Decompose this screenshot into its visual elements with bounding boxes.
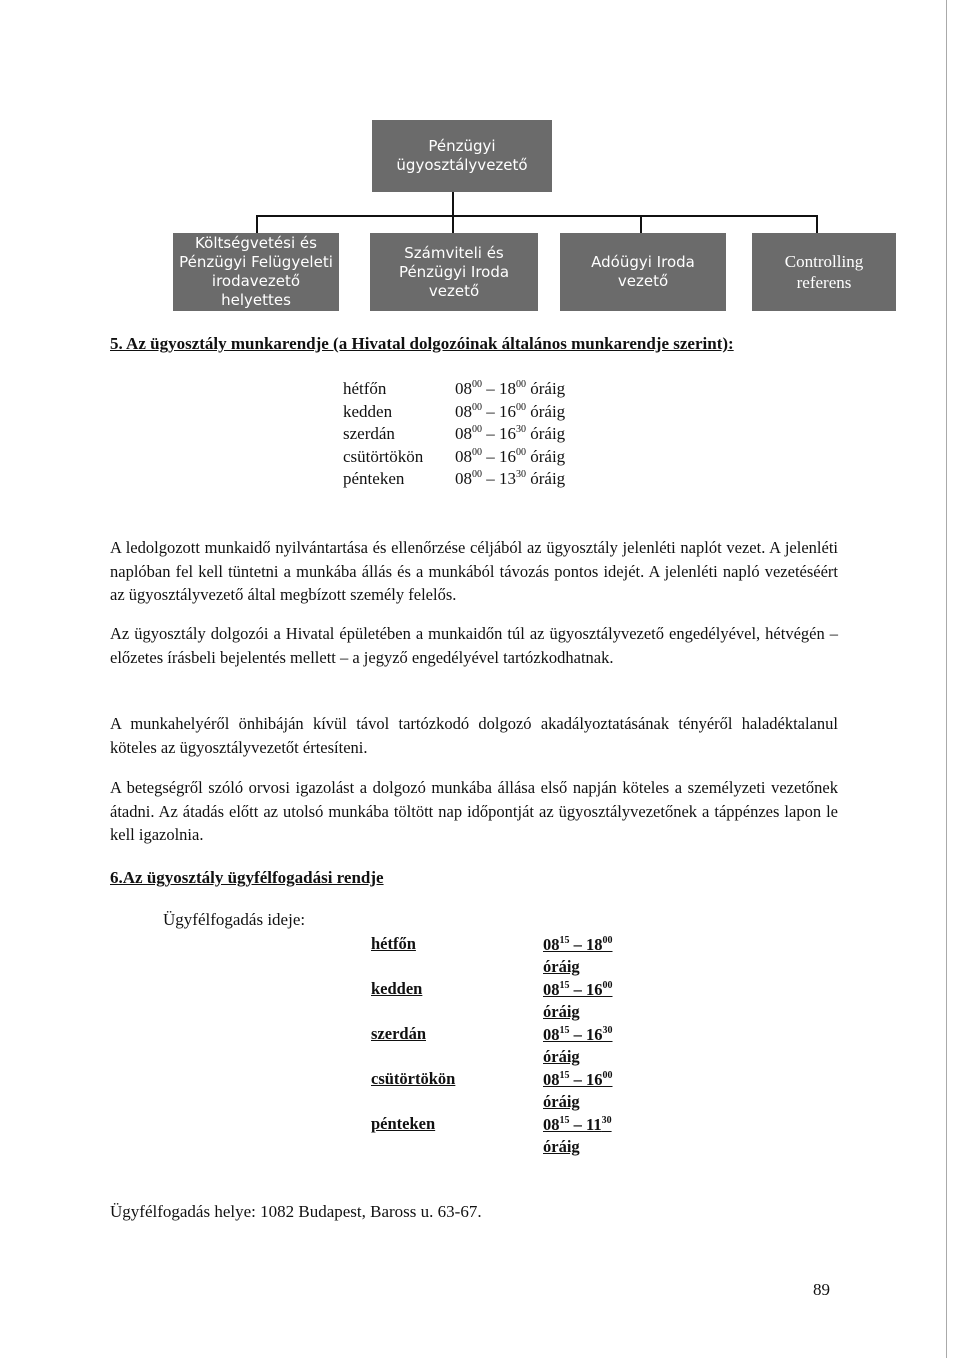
org-connector-drop-2 (452, 215, 454, 233)
org-box-accounting: Számviteli és Pénzügyi Iroda vezető (370, 233, 538, 311)
org-connector-vertical (452, 192, 454, 216)
work-hours: $08^{00} - 13^{30}$ óráig (455, 469, 566, 488)
work-schedule (343, 378, 565, 491)
org-box-top: Pénzügyi ügyosztályvezető (372, 120, 552, 192)
scan-margin-line (946, 0, 947, 1358)
section-5-heading: 5. Az ügyosztály munkarendje (a Hivatal dolgozóinak általános munkarendje szerint): (110, 334, 734, 353)
work-day: csütörtökön (343, 446, 424, 466)
page-number: 89 (813, 1280, 830, 1299)
work-schedule-row (343, 446, 565, 469)
client-location: Ügyfélfogadás helye: 1082 Budapest, Baross u. 63-67. (110, 1202, 482, 1221)
work-schedule-row (343, 401, 565, 424)
work-day: pénteken (343, 469, 405, 488)
section-6-heading: 6.Az ügyosztály ügyfélfogadási rendje (110, 868, 384, 887)
org-box-controlling: Controlling referens (752, 233, 896, 311)
client-hours-label: Ügyfélfogadás ideje: (163, 910, 306, 929)
work-day: szerdán (343, 424, 395, 443)
org-box-budget-deputy: Költségvetési és Pénzügyi Felügyeleti irodavezető helyettes (173, 233, 339, 311)
client-hours: $08^{15} - 18^{00}$ óráig (543, 935, 613, 976)
work-schedule-row (343, 423, 565, 446)
work-hours: $08^{00} - 16^{00}$ óráig (455, 446, 566, 466)
org-connector-drop-3 (640, 215, 642, 233)
org-box-tax-office: Adóügyi Iroda vezető (560, 233, 726, 311)
client-hours: $08^{15} - 16^{00}$ óráig (543, 1070, 613, 1111)
work-day: kedden (343, 401, 393, 421)
org-connector-drop-4 (816, 215, 818, 233)
paragraph-after-hours: Az ügyosztály dolgozói a Hivatal épületében a munkaidőn túl az ügyosztályvezető engedélyével, hétvégén – előzetes írásbeli bejelentés mellett – a jegyző engedélyével tartózkodhatnak. (110, 624, 838, 667)
client-day: csütörtökön (371, 1069, 456, 1088)
work-schedule-row (343, 468, 565, 491)
work-day: hétfőn (343, 379, 387, 398)
work-hours: $08^{00} - 18^{00}$ óráig (455, 379, 566, 398)
client-day: hétfőn (371, 934, 416, 953)
client-day: szerdán (371, 1024, 426, 1043)
client-hours: $08^{15} - 16^{30}$ óráig (543, 1025, 613, 1066)
client-hours: $08^{15} - 16^{00}$ óráig (543, 980, 613, 1021)
org-connector-drop-1 (256, 215, 258, 233)
paragraph-attendance-log: A ledolgozott munkaidő nyilvántartása és ellenőrzése céljából az ügyosztály jelenléti naplót vezet. A jelenléti naplóban fel kell tüntetni a munkába állás és a munkából távozás pontos idejét. A jelenléti napló vezetéséért az ügyosztályvezető által megbízott személy felelős. (110, 538, 838, 604)
client-day: kedden (371, 979, 423, 998)
org-connector-horizontal (256, 215, 818, 217)
work-schedule-row (343, 378, 565, 401)
work-hours: $08^{00} - 16^{30}$ óráig (455, 424, 566, 443)
paragraph-medical-certificate: A betegségről szóló orvosi igazolást a dolgozó munkába állása első napján köteles a személyzeti vezetőnek átadni. Az átadás előtt az utolsó munkába töltött nap időpontját az ügyosztályvezetőnek a táppénzes lapon le kell igazolnia. (110, 778, 838, 844)
client-hours: $08^{15} - 11^{30}$ óráig (543, 1115, 612, 1156)
paragraph-absence-notice: A munkahelyéről önhibáján kívül távol tartózkodó dolgozó akadályoztatásának tényéről haladéktalanul köteles az ügyosztályvezetőt értesíteni. (110, 714, 838, 757)
client-day: pénteken (371, 1114, 436, 1133)
work-hours: $08^{00} - 16^{00}$ óráig (455, 401, 566, 421)
